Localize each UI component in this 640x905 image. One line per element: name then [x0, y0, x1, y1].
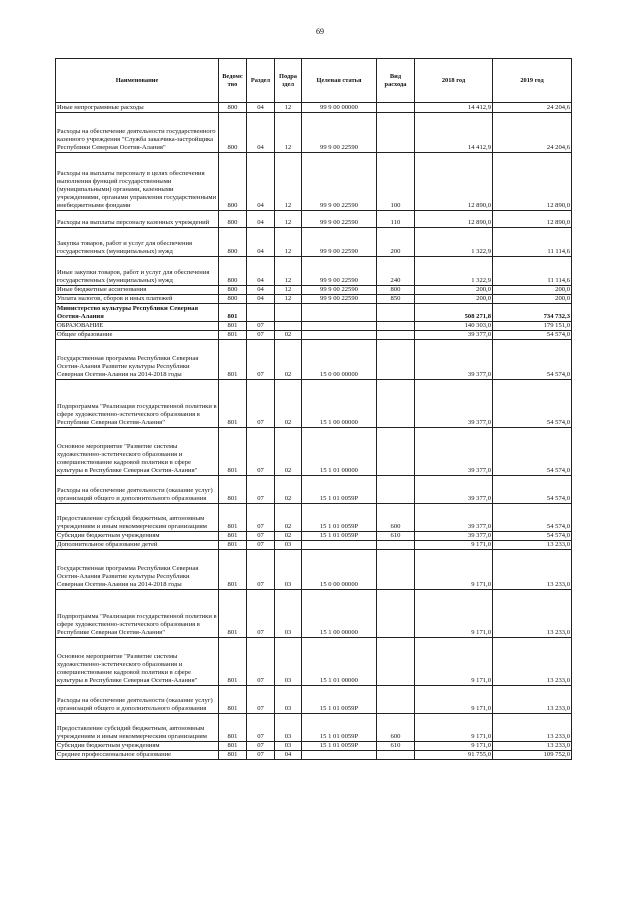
- table-row: [56, 257, 572, 286]
- cell-ved: 801: [219, 686, 247, 714]
- cell-2018: 12 890,0: [415, 153, 493, 211]
- cell-vid: 600: [377, 714, 415, 742]
- col-header-vid: Вид расхода: [377, 59, 415, 103]
- cell-podrazdel: 04: [275, 751, 302, 760]
- cell-podrazdel: 12: [275, 286, 302, 295]
- cell-name: Министерство культуры Республики Северная Осетия-Алания: [56, 304, 219, 322]
- cell-name: Государственная программа Республики Северная Осетия-Алания Развитие культуры Республики Северная Осетия-Алания на 2014-2018 годы: [56, 550, 219, 590]
- cell-csr: 15 0 00 00000: [302, 550, 377, 590]
- cell-2019: 13 233,0: [493, 686, 572, 714]
- cell-razdel: 07: [247, 638, 275, 686]
- cell-ved: 800: [219, 103, 247, 113]
- cell-razdel: 07: [247, 322, 275, 331]
- col-header-2019: 2019 год: [493, 59, 572, 103]
- cell-2019: 24 204,6: [493, 113, 572, 153]
- cell-vid: [377, 590, 415, 638]
- table-row: [56, 751, 572, 760]
- cell-vid: [377, 113, 415, 153]
- table-row: [56, 295, 572, 304]
- cell-podrazdel: 12: [275, 103, 302, 113]
- cell-podrazdel: 12: [275, 153, 302, 211]
- cell-csr: 15 1 01 0059Р: [302, 686, 377, 714]
- table-row: [56, 638, 572, 686]
- cell-vid: 110: [377, 211, 415, 228]
- cell-podrazdel: 12: [275, 228, 302, 257]
- cell-name: Дополнительное образование детей: [56, 541, 219, 550]
- cell-razdel: 04: [247, 228, 275, 257]
- table-row: [56, 103, 572, 113]
- cell-2019: 12 890,0: [493, 153, 572, 211]
- cell-2018: 9 171,0: [415, 590, 493, 638]
- cell-2019: 13 233,0: [493, 550, 572, 590]
- cell-razdel: 07: [247, 541, 275, 550]
- cell-2018: 200,0: [415, 295, 493, 304]
- cell-razdel: [247, 304, 275, 322]
- cell-2018: 508 271,8: [415, 304, 493, 322]
- cell-name: Основное мероприятие "Развитие системы художественно-эстетического образования и совершенствование кадровой политики в сфере культуры в Республике Северная Осетия-Алания": [56, 638, 219, 686]
- cell-csr: 15 1 01 0059Р: [302, 714, 377, 742]
- cell-name: Уплата налогов, сборов и иных платежей: [56, 295, 219, 304]
- cell-2019: 11 114,6: [493, 228, 572, 257]
- cell-csr: 15 1 01 00000: [302, 638, 377, 686]
- cell-2019: 13 233,0: [493, 590, 572, 638]
- table-row: [56, 340, 572, 380]
- cell-name: Расходы на обеспечение деятельности государственного казенного учреждения "Служба заказчика-застройщика Республики Северная Осетия-Алания": [56, 113, 219, 153]
- cell-ved: 801: [219, 590, 247, 638]
- cell-vid: [377, 103, 415, 113]
- cell-name: Расходы на выплаты персоналу в целях обеспечения выполнения функций государственными (муниципальными) органами, казенными учреждениями, органами управления государственными внебюджетными фондами: [56, 153, 219, 211]
- cell-ved: 801: [219, 304, 247, 322]
- cell-ved: 801: [219, 751, 247, 760]
- cell-razdel: 04: [247, 113, 275, 153]
- cell-vid: [377, 541, 415, 550]
- cell-name: Субсидии бюджетным учреждениям: [56, 532, 219, 541]
- cell-2018: 39 377,0: [415, 331, 493, 340]
- cell-2018: 1 322,9: [415, 257, 493, 286]
- table-row: [56, 476, 572, 504]
- cell-vid: [377, 638, 415, 686]
- cell-podrazdel: 03: [275, 742, 302, 751]
- cell-podrazdel: 03: [275, 541, 302, 550]
- table-row: [56, 590, 572, 638]
- cell-csr: 99 9 00 22590: [302, 211, 377, 228]
- cell-name: Закупка товаров, работ и услуг для обеспечения государственных (муниципальных) нужд: [56, 228, 219, 257]
- cell-vid: [377, 331, 415, 340]
- cell-podrazdel: 02: [275, 504, 302, 532]
- cell-ved: 800: [219, 211, 247, 228]
- cell-2018: 1 322,9: [415, 228, 493, 257]
- cell-razdel: 07: [247, 331, 275, 340]
- cell-razdel: 07: [247, 742, 275, 751]
- cell-2019: 13 233,0: [493, 541, 572, 550]
- cell-vid: 100: [377, 153, 415, 211]
- cell-razdel: 04: [247, 153, 275, 211]
- cell-csr: 15 1 01 00000: [302, 428, 377, 476]
- cell-ved: 801: [219, 550, 247, 590]
- cell-ved: 801: [219, 532, 247, 541]
- cell-2018: 12 890,0: [415, 211, 493, 228]
- cell-razdel: 04: [247, 211, 275, 228]
- cell-podrazdel: 02: [275, 331, 302, 340]
- cell-podrazdel: [275, 322, 302, 331]
- cell-ved: 801: [219, 380, 247, 428]
- cell-2018: 9 171,0: [415, 638, 493, 686]
- cell-podrazdel: 12: [275, 211, 302, 228]
- cell-2018: 39 377,0: [415, 340, 493, 380]
- cell-2018: 91 755,0: [415, 751, 493, 760]
- cell-2019: 179 151,0: [493, 322, 572, 331]
- cell-podrazdel: 03: [275, 638, 302, 686]
- col-header-csr: Целевая статья: [302, 59, 377, 103]
- cell-name: Предоставление субсидий бюджетным, автономным учреждениям и иным некоммерческим организациям: [56, 504, 219, 532]
- cell-csr: 99 9 00 00000: [302, 103, 377, 113]
- cell-podrazdel: 02: [275, 340, 302, 380]
- cell-podrazdel: 03: [275, 590, 302, 638]
- cell-name: Иные бюджетные ассигнования: [56, 286, 219, 295]
- cell-csr: 15 1 01 0059Р: [302, 742, 377, 751]
- cell-razdel: 04: [247, 295, 275, 304]
- cell-2018: 39 377,0: [415, 504, 493, 532]
- cell-razdel: 07: [247, 532, 275, 541]
- cell-name: ОБРАЗОВАНИЕ: [56, 322, 219, 331]
- cell-ved: 801: [219, 476, 247, 504]
- cell-csr: 99 9 00 22590: [302, 113, 377, 153]
- cell-ved: 801: [219, 742, 247, 751]
- cell-name: Предоставление субсидий бюджетным, автономным учреждениям и иным некоммерческим организациям: [56, 714, 219, 742]
- table-row: [56, 532, 572, 541]
- budget-table: [55, 58, 572, 760]
- cell-podrazdel: 02: [275, 476, 302, 504]
- cell-ved: 801: [219, 638, 247, 686]
- cell-name: Государственная программа Республики Северная Осетия-Алания Развитие культуры Республики Северная Осетия-Алания на 2014-2018 годы: [56, 340, 219, 380]
- cell-2019: 12 890,0: [493, 211, 572, 228]
- table-row: [56, 304, 572, 322]
- cell-2019: 54 574,0: [493, 476, 572, 504]
- cell-2019: 54 574,0: [493, 340, 572, 380]
- cell-2019: 11 114,6: [493, 257, 572, 286]
- cell-ved: 800: [219, 257, 247, 286]
- cell-csr: 99 9 00 22590: [302, 153, 377, 211]
- cell-ved: 801: [219, 504, 247, 532]
- cell-csr: 15 0 00 00000: [302, 340, 377, 380]
- cell-razdel: 07: [247, 550, 275, 590]
- cell-csr: [302, 331, 377, 340]
- cell-razdel: 07: [247, 714, 275, 742]
- cell-podrazdel: [275, 304, 302, 322]
- cell-csr: 99 9 00 22590: [302, 228, 377, 257]
- cell-2019: 24 204,6: [493, 103, 572, 113]
- cell-name: Подпрограмма "Реализация государственной политики в сфере художественно-эстетического образования в Республике Северная Осетия-Алания": [56, 380, 219, 428]
- cell-podrazdel: 12: [275, 257, 302, 286]
- table-row: [56, 742, 572, 751]
- cell-podrazdel: 02: [275, 380, 302, 428]
- cell-2019: 54 574,0: [493, 331, 572, 340]
- cell-vid: 600: [377, 504, 415, 532]
- cell-vid: [377, 428, 415, 476]
- cell-razdel: 07: [247, 504, 275, 532]
- table-row: [56, 428, 572, 476]
- cell-podrazdel: 03: [275, 550, 302, 590]
- cell-csr: 15 1 01 0059Р: [302, 476, 377, 504]
- cell-ved: 800: [219, 113, 247, 153]
- cell-ved: 800: [219, 286, 247, 295]
- cell-csr: [302, 322, 377, 331]
- cell-2018: 200,0: [415, 286, 493, 295]
- table-row: [56, 153, 572, 211]
- table-row: [56, 380, 572, 428]
- cell-2018: 14 412,9: [415, 103, 493, 113]
- cell-ved: 800: [219, 228, 247, 257]
- cell-vid: [377, 686, 415, 714]
- cell-csr: 99 9 00 22590: [302, 257, 377, 286]
- cell-2019: 734 732,3: [493, 304, 572, 322]
- table-row: [56, 331, 572, 340]
- cell-vid: 240: [377, 257, 415, 286]
- cell-2019: 13 233,0: [493, 638, 572, 686]
- cell-razdel: 04: [247, 103, 275, 113]
- cell-2019: 109 752,0: [493, 751, 572, 760]
- cell-name: Основное мероприятие "Развитие системы художественно-эстетического образования и совершенствование кадровой политики в сфере культуры в Республике Северная Осетия-Алания": [56, 428, 219, 476]
- cell-csr: [302, 751, 377, 760]
- cell-csr: [302, 304, 377, 322]
- cell-2019: 54 574,0: [493, 380, 572, 428]
- cell-razdel: 04: [247, 286, 275, 295]
- table-row: [56, 550, 572, 590]
- cell-2018: 9 171,0: [415, 714, 493, 742]
- cell-vid: [377, 380, 415, 428]
- cell-ved: 800: [219, 153, 247, 211]
- col-header-2018: 2018 год: [415, 59, 493, 103]
- cell-vid: 850: [377, 295, 415, 304]
- cell-2019: 13 233,0: [493, 714, 572, 742]
- cell-vid: [377, 550, 415, 590]
- cell-razdel: 07: [247, 476, 275, 504]
- cell-2018: 39 377,0: [415, 380, 493, 428]
- cell-vid: 610: [377, 742, 415, 751]
- cell-2018: 9 171,0: [415, 686, 493, 714]
- table-header-row: [56, 59, 572, 103]
- cell-2018: 140 303,0: [415, 322, 493, 331]
- cell-2019: 200,0: [493, 286, 572, 295]
- cell-name: Расходы на выплаты персоналу казенных учреждений: [56, 211, 219, 228]
- cell-podrazdel: 03: [275, 686, 302, 714]
- cell-razdel: 04: [247, 257, 275, 286]
- table-row: [56, 504, 572, 532]
- cell-ved: 801: [219, 714, 247, 742]
- cell-razdel: 07: [247, 428, 275, 476]
- page-number: 69: [316, 27, 324, 36]
- cell-2018: 9 171,0: [415, 742, 493, 751]
- cell-razdel: 07: [247, 590, 275, 638]
- cell-2018: 39 377,0: [415, 532, 493, 541]
- cell-vid: [377, 751, 415, 760]
- cell-ved: 801: [219, 541, 247, 550]
- cell-podrazdel: 02: [275, 428, 302, 476]
- cell-csr: 15 1 01 0059Р: [302, 532, 377, 541]
- cell-csr: 15 1 00 00000: [302, 590, 377, 638]
- cell-name: Среднее профессиональное образование: [56, 751, 219, 760]
- cell-2018: 14 412,9: [415, 113, 493, 153]
- table-row: [56, 322, 572, 331]
- cell-vid: [377, 340, 415, 380]
- cell-name: Иные закупки товаров, работ и услуг для обеспечения государственных (муниципальных) нужд: [56, 257, 219, 286]
- cell-name: Субсидии бюджетным учреждениям: [56, 742, 219, 751]
- cell-podrazdel: 12: [275, 113, 302, 153]
- col-header-podrazdel: Подра здел: [275, 59, 302, 103]
- table-row: [56, 211, 572, 228]
- cell-podrazdel: 12: [275, 295, 302, 304]
- cell-vid: [377, 304, 415, 322]
- cell-name: Расходы на обеспечение деятельности (оказание услуг) организаций общего и дополнительного образования: [56, 686, 219, 714]
- cell-vid: [377, 476, 415, 504]
- cell-vid: 610: [377, 532, 415, 541]
- cell-csr: [302, 541, 377, 550]
- cell-ved: 801: [219, 340, 247, 380]
- cell-name: Подпрограмма "Реализация государственной политики в сфере художественно-эстетического образования в Республике Северная Осетия-Алания": [56, 590, 219, 638]
- cell-2019: 13 233,0: [493, 742, 572, 751]
- table-row: [56, 113, 572, 153]
- cell-2019: 54 574,0: [493, 504, 572, 532]
- cell-ved: 800: [219, 295, 247, 304]
- cell-razdel: 07: [247, 340, 275, 380]
- table-row: [56, 286, 572, 295]
- cell-razdel: 07: [247, 686, 275, 714]
- cell-ved: 801: [219, 331, 247, 340]
- cell-vid: 800: [377, 286, 415, 295]
- cell-csr: 99 9 00 22590: [302, 295, 377, 304]
- cell-razdel: 07: [247, 751, 275, 760]
- cell-vid: [377, 322, 415, 331]
- cell-2018: 9 171,0: [415, 550, 493, 590]
- cell-csr: 99 9 00 22590: [302, 286, 377, 295]
- cell-2018: 39 377,0: [415, 428, 493, 476]
- table-row: [56, 228, 572, 257]
- cell-razdel: 07: [247, 380, 275, 428]
- cell-name: Общее образование: [56, 331, 219, 340]
- col-header-razdel: Раздел: [247, 59, 275, 103]
- col-header-name: Наименование: [56, 59, 219, 103]
- cell-name: Иные непрограммные расходы: [56, 103, 219, 113]
- table-row: [56, 686, 572, 714]
- cell-csr: 15 1 01 0059Р: [302, 504, 377, 532]
- table-row: [56, 714, 572, 742]
- cell-csr: 15 1 00 00000: [302, 380, 377, 428]
- cell-ved: 801: [219, 322, 247, 331]
- cell-podrazdel: 02: [275, 532, 302, 541]
- cell-ved: 801: [219, 428, 247, 476]
- cell-2018: 39 377,0: [415, 476, 493, 504]
- cell-2019: 200,0: [493, 295, 572, 304]
- table-row: [56, 541, 572, 550]
- cell-vid: 200: [377, 228, 415, 257]
- cell-2019: 54 574,0: [493, 428, 572, 476]
- cell-name: Расходы на обеспечение деятельности (оказание услуг) организаций общего и дополнительного образования: [56, 476, 219, 504]
- cell-2019: 54 574,0: [493, 532, 572, 541]
- cell-podrazdel: 03: [275, 714, 302, 742]
- table-body: [56, 103, 572, 760]
- cell-2018: 9 171,0: [415, 541, 493, 550]
- col-header-ved: Ведомс тво: [219, 59, 247, 103]
